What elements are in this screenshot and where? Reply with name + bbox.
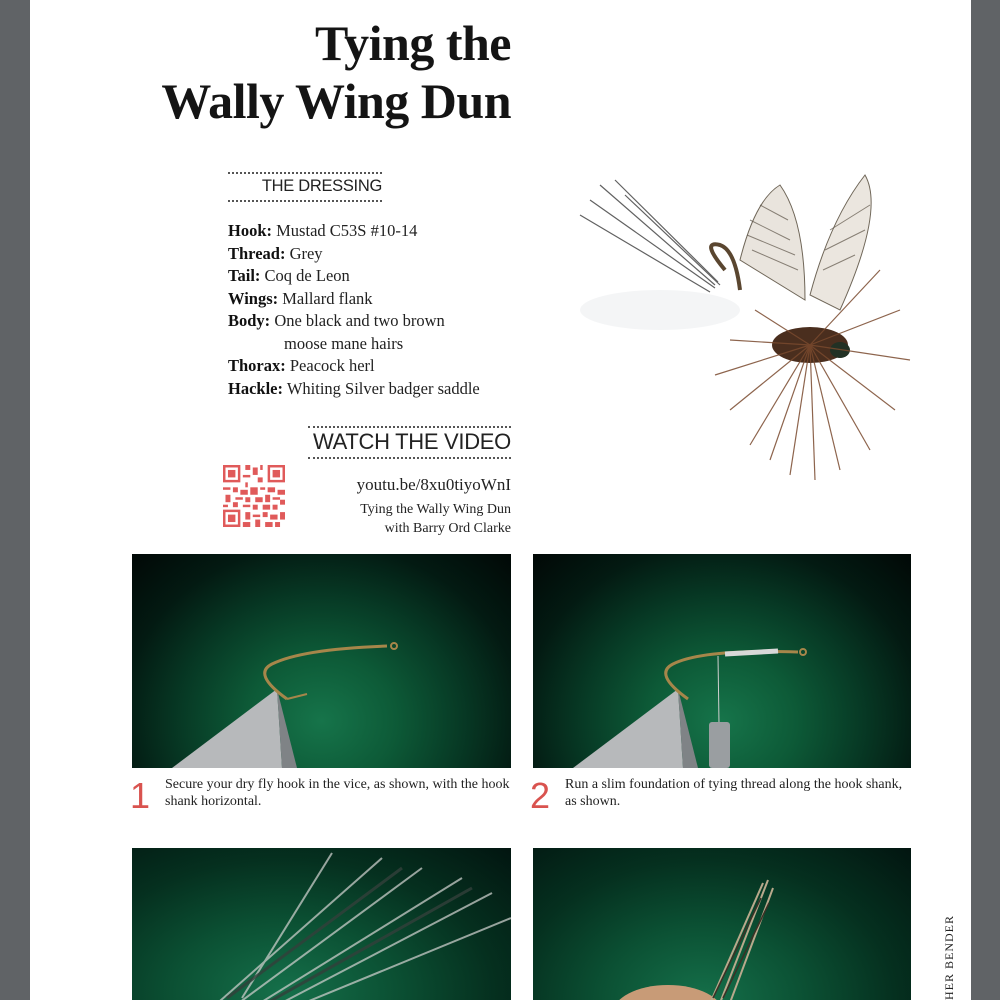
- dressing-value: Grey: [289, 243, 323, 263]
- dressing-value: Mustad C53S #10-14: [276, 221, 418, 240]
- dressing-heading: THE DRESSING: [228, 172, 382, 202]
- dressing-key: Tail:: [228, 266, 261, 285]
- dressing-key: Thread:: [228, 243, 286, 263]
- qr-code-icon[interactable]: [223, 465, 285, 527]
- dressing-item-hook: [228, 220, 528, 243]
- title-line-2: Wally Wing Dun: [161, 73, 511, 129]
- step-2-photo: [533, 554, 911, 768]
- dressing-key: Hackle:: [228, 378, 283, 398]
- video-caption-line-2: with Barry Ord Clarke: [384, 521, 511, 536]
- dressing-key: Thorax:: [228, 356, 286, 375]
- step-number: 1: [130, 775, 151, 816]
- video-link[interactable]: youtu.be/8xu0tiyoWnI: [356, 475, 511, 494]
- article-title: [161, 14, 511, 130]
- dressing-item-wings: [228, 288, 528, 311]
- video-heading: WATCH THE VIDEO: [308, 426, 511, 459]
- dressing-item-thread: [228, 243, 528, 266]
- dressing-value: Peacock herl: [289, 356, 375, 375]
- video-caption-line-1: Tying the Wally Wing Dun: [360, 502, 511, 517]
- dressing-item-hackle: [228, 378, 528, 401]
- dressing-item-tail: [228, 265, 528, 288]
- dressing-list: [228, 220, 528, 400]
- title-line-1: Tying the: [315, 15, 511, 71]
- dressing-key: Body:: [228, 311, 271, 330]
- dressing-item-thorax: [228, 355, 528, 378]
- dressing-value: Whiting Silver badger saddle: [286, 378, 480, 398]
- viewer-right-gutter: [971, 0, 1000, 1000]
- dressing-value: Mallard flank: [282, 288, 373, 308]
- step-text: Secure your dry fly hook in the vice, as shown, with the hook shank horizontal.: [165, 777, 510, 809]
- dressing-value: Coq de Leon: [264, 266, 350, 285]
- fly-photo: [540, 160, 940, 490]
- dressing-item-body: [228, 310, 528, 333]
- document-page: [30, 0, 971, 1000]
- dressing-item-body-cont: [228, 333, 528, 356]
- step-4-photo: [533, 848, 911, 1000]
- step-1-photo: [132, 554, 511, 768]
- step-number: 2: [530, 775, 551, 816]
- dressing-key: Hook:: [228, 221, 273, 240]
- dressing-value: One black and two brown: [274, 311, 445, 330]
- step-text: Run a slim foundation of tying thread along the hook shank, as shown.: [565, 777, 903, 809]
- dressing-key: Wings:: [228, 288, 279, 308]
- photo-credit: HER BENDER: [942, 915, 956, 1000]
- dressing-value: moose mane hairs: [284, 333, 404, 353]
- video-caption: [360, 500, 511, 538]
- viewer-left-gutter: [0, 0, 30, 1000]
- step-3-photo: [132, 848, 511, 1000]
